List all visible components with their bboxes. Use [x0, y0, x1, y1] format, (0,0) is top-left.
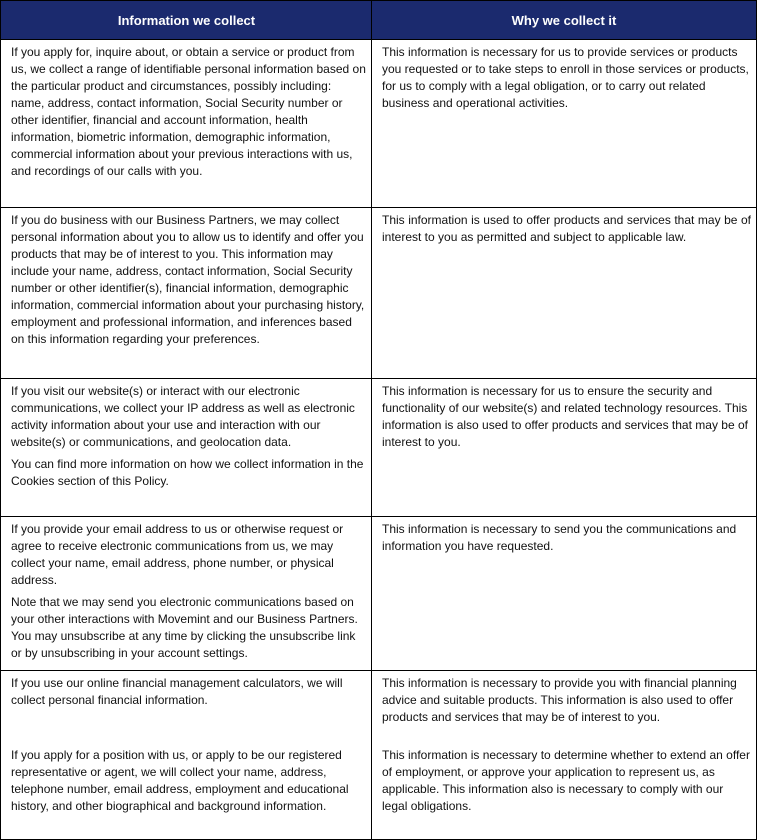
table-cell-collect-3	[0, 378, 372, 516]
table-cell-why-4	[371, 516, 757, 670]
cell-text: This information is necessary to determine whether to extend an offer of employment, or approve your application to represent us, as applicable. This information also is necessary to comply with our legal obligations.	[382, 748, 750, 813]
table-cell-collect-1	[0, 39, 372, 207]
cell-text: If you apply for a position with us, or apply to be our registered representative or agent, we will collect your name, address, telephone number, email address, employment and educational history, and other biographical and background information.	[11, 748, 349, 813]
cell-text: This information is necessary to send you the communications and information you have requested.	[382, 522, 737, 553]
cell-text: This information is necessary for us to ensure the security and functionality of our website(s) and related technology resources. This information is also used to offer products and services that may be of interest to you.	[382, 384, 748, 449]
cell-text: If you do business with our Business Partners, we may collect personal information about you to allow us to identify and offer you products that may be of interest to you. This information may include your name, address, contact information, Social Security number or other identifier(s), financial information, demographic information, commercial information about your purchasing history, employment and professional information, and inferences based on this information regarding your preferences.	[11, 213, 365, 346]
table-cell-why-1	[371, 39, 757, 207]
cell-text: You can find more information on how we collect information in the Cookies section of this Policy.	[11, 457, 364, 488]
cell-text: If you use our online financial management calculators, we will collect personal financial information.	[11, 676, 343, 707]
table-cell-collect-5	[0, 670, 372, 840]
cell-text: Note that we may send you electronic communications based on your other interactions with Movemint and our Business Partners. You may unsubscribe at any time by clicking the unsubscribe link or by unsubscribing in your account settings.	[11, 595, 358, 660]
cell-text: If you apply for, inquire about, or obtain a service or product from us, we collect a range of identifiable personal information based on the particular product and circumstances, possibly including: name, address, contact information, Social Security number or other identifier, financial and account information, health information, biometric information, demographic information, commercial information about your previous interactions with us, and recordings of our calls with you.	[11, 45, 366, 178]
table-cell-why-5	[371, 670, 757, 840]
column-header-why: Why we collect it	[371, 0, 757, 39]
cell-text: This information is necessary to provide you with financial planning advice and suitable products. This information is also used to offer products and services that may be of interest to you.	[382, 676, 737, 724]
table-cell-collect-2	[0, 207, 372, 378]
table-cell-collect-4	[0, 516, 372, 670]
table-cell-why-3	[371, 378, 757, 516]
cell-text: If you provide your email address to us or otherwise request or agree to receive electronic communications from us, we may collect your name, email address, phone number, or physical address.	[11, 522, 344, 587]
cell-text: This information is used to offer products and services that may be of interest to you as permitted and subject to applicable law.	[382, 213, 751, 244]
cell-text: If you visit our website(s) or interact with our electronic communications, we collect your IP address as well as electronic activity information about your use and interaction with our website(s) or communications, and geolocation data.	[11, 384, 355, 449]
cell-text: This information is necessary for us to provide services or products you requested or to take steps to enroll in those services or products, for us to comply with a legal obligation, or to carry out related business and operational activities.	[382, 45, 749, 110]
column-header-collect: Information we collect	[0, 0, 372, 39]
table-cell-why-2	[371, 207, 757, 378]
